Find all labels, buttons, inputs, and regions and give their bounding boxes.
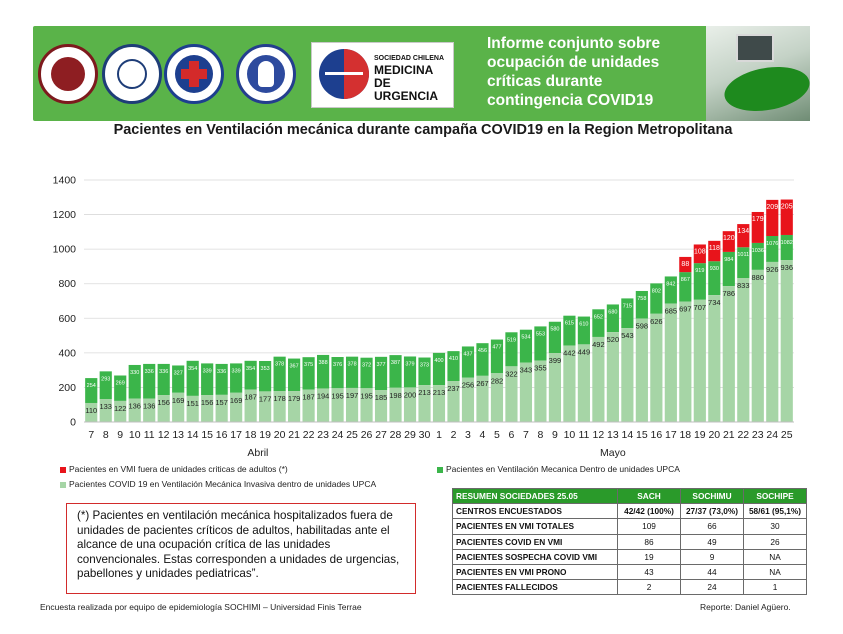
data-label-covid-vmi: 110 [85, 405, 98, 415]
data-label-covid-vmi: 179 [287, 394, 301, 404]
data-label-covid-vmi: 157 [215, 397, 228, 407]
legend-label-light-green: Pacientes COVID 19 en Ventilación Mecánica Invasiva dentro de unidades UPCA [69, 479, 377, 489]
x-tick-label: 9 [551, 429, 558, 441]
data-label-upca-total: 375 [303, 362, 314, 369]
data-label-outside-upca: 108 [693, 248, 706, 256]
bar-covid-vmi [665, 304, 677, 422]
x-tick-label: 21 [722, 429, 735, 441]
data-label-outside-upca: 209 [766, 203, 779, 211]
data-label-covid-vmi: 177 [258, 394, 272, 404]
x-tick-label: 28 [389, 429, 402, 441]
x-tick-label: 13 [607, 429, 619, 441]
bar-covid-vmi [636, 319, 648, 422]
bar-covid-vmi [752, 270, 764, 422]
row-label: PACIENTES EN VMI PRONO [453, 564, 618, 579]
row-label: PACIENTES COVID EN VMI [453, 534, 618, 549]
data-label-upca-total: 477 [492, 344, 502, 351]
x-tick-label: 23 [751, 429, 764, 441]
legend-swatch-dark-green [437, 467, 443, 473]
month-label-may: Mayo [600, 447, 626, 459]
x-tick-label: 14 [186, 429, 199, 441]
table-cell: NA [744, 564, 807, 579]
data-label-outside-upca: 179 [751, 215, 764, 223]
x-tick-label: 16 [650, 429, 663, 441]
x-tick-label: 25 [780, 429, 793, 441]
x-tick-label: 25 [346, 429, 358, 441]
data-label-outside-upca: 120 [722, 235, 735, 243]
table-cell: 30 [744, 519, 807, 534]
table-cell: 26 [744, 534, 807, 549]
data-label-upca-total: 353 [260, 365, 270, 372]
x-tick-label: 24 [331, 429, 344, 441]
data-label-upca-total: 388 [318, 359, 328, 366]
x-tick-label: 17 [230, 429, 242, 441]
data-label-outside-upca: 134 [737, 228, 750, 236]
x-tick-label: 4 [479, 429, 486, 441]
table-cell: 66 [681, 519, 744, 534]
bar-covid-vmi [766, 262, 778, 422]
x-tick-label: 2 [450, 429, 457, 441]
data-label-upca-total: 553 [535, 331, 546, 338]
data-label-upca-total: 580 [550, 326, 560, 333]
x-tick-label: 12 [157, 429, 170, 441]
data-label-covid-vmi: 543 [621, 331, 634, 341]
column-header: SACH [618, 489, 681, 504]
data-label-upca-total: 842 [666, 281, 676, 288]
bar-upca-total [781, 235, 793, 260]
data-label-covid-vmi: 936 [780, 263, 794, 273]
bar-covid-vmi [679, 302, 691, 422]
month-label-april: Abril [247, 447, 269, 459]
table-cell: 24 [681, 580, 744, 595]
data-label-covid-vmi: 786 [722, 289, 736, 299]
table-cell: 1 [744, 580, 807, 595]
data-label-covid-vmi: 200 [403, 390, 417, 400]
data-label-covid-vmi: 136 [128, 401, 141, 411]
bar-covid-vmi [737, 278, 749, 422]
x-tick-label: 7 [523, 429, 529, 441]
legend-label-red: Pacientes en VMI fuera de unidades criticas de adultos (*) [69, 464, 288, 474]
x-tick-label: 10 [563, 429, 576, 441]
data-label-upca-total: 336 [159, 368, 169, 375]
data-label-covid-vmi: 598 [635, 321, 649, 331]
bar-covid-vmi [781, 260, 793, 422]
table-row [453, 564, 807, 579]
x-tick-label: 18 [244, 429, 257, 441]
row-label: PACIENTES SOSPECHA COVID VMI [453, 549, 618, 564]
data-label-covid-vmi: 133 [99, 402, 112, 412]
bar-covid-vmi [650, 314, 662, 422]
summary-table [452, 488, 807, 595]
x-tick-label: 22 [737, 429, 750, 441]
data-label-upca-total: 534 [521, 334, 531, 341]
table-cell: 2 [618, 580, 681, 595]
x-tick-label: 27 [375, 429, 387, 441]
data-label-upca-total: 610 [579, 321, 589, 328]
y-tick-label: 1200 [52, 209, 76, 222]
table-cell: 86 [618, 534, 681, 549]
data-label-covid-vmi: 685 [664, 306, 678, 316]
data-label-covid-vmi: 492 [592, 339, 605, 349]
table-cell: 58/61 (95,1%) [744, 504, 807, 519]
table-cell: 44 [681, 564, 744, 579]
data-label-covid-vmi: 734 [708, 298, 721, 308]
data-label-covid-vmi: 237 [447, 384, 460, 394]
table-cell: 109 [618, 519, 681, 534]
data-label-upca-total: 652 [593, 314, 603, 321]
legend-label-dark-green: Pacientes en Ventilación Mecanica Dentro de unidades UPCA [446, 464, 680, 474]
data-label-covid-vmi: 707 [693, 302, 707, 312]
data-label-upca-total: 984 [724, 256, 734, 263]
data-label-upca-total: 410 [448, 356, 459, 363]
x-tick-label: 22 [302, 429, 315, 441]
bar-covid-vmi [694, 300, 706, 422]
x-tick-label: 11 [578, 429, 590, 441]
y-tick-label: 600 [58, 312, 76, 325]
x-tick-label: 18 [679, 429, 692, 441]
x-tick-label: 29 [404, 429, 416, 441]
data-label-covid-vmi: 194 [316, 391, 330, 401]
x-tick-label: 30 [418, 429, 431, 441]
x-tick-label: 15 [201, 429, 214, 441]
data-label-upca-total: 254 [86, 383, 96, 390]
data-label-upca-total: 715 [622, 303, 632, 310]
data-label-covid-vmi: 343 [519, 365, 533, 375]
data-label-covid-vmi: 178 [273, 394, 286, 404]
data-label-upca-total: 269 [115, 380, 125, 387]
y-tick-label: 0 [70, 416, 76, 429]
data-label-covid-vmi: 151 [186, 398, 199, 408]
footer-author: Reporte: Daniel Agüero. [700, 602, 791, 612]
data-label-upca-total: 354 [246, 365, 256, 372]
data-label-upca-total: 339 [202, 368, 212, 375]
data-label-covid-vmi: 187 [244, 392, 257, 402]
x-tick-label: 19 [693, 429, 706, 441]
x-tick-label: 3 [465, 429, 471, 441]
row-label: CENTROS ENCUESTADOS [453, 504, 618, 519]
data-label-covid-vmi: 697 [679, 304, 692, 314]
x-tick-label: 13 [172, 429, 185, 441]
bar-covid-vmi [592, 337, 604, 422]
urgencia-logo-line1: SOCIEDAD CHILENA [374, 55, 445, 62]
data-label-upca-total: 378 [347, 361, 357, 368]
bar-covid-vmi [708, 295, 720, 422]
data-label-covid-vmi: 197 [345, 390, 359, 400]
legend-item-dark-green [437, 464, 680, 475]
data-label-upca-total: 372 [361, 362, 372, 369]
x-tick-label: 21 [288, 429, 300, 441]
row-label: PACIENTES FALLECIDOS [453, 580, 618, 595]
data-label-upca-total: 367 [289, 363, 299, 370]
table-cell: 19 [618, 549, 681, 564]
column-header: SOCHIMU [681, 489, 744, 504]
table-row [453, 504, 807, 519]
data-label-upca-total: 1082 [780, 239, 793, 246]
x-tick-label: 8 [537, 429, 544, 441]
legend-swatch-light-green [60, 482, 66, 488]
data-label-covid-vmi: 880 [751, 272, 765, 282]
data-label-outside-upca: 88 [681, 260, 690, 268]
data-label-upca-total: 379 [405, 361, 415, 368]
footnote-box: (*) Pacientes en ventilación mecánica hospitalizados fuera de unidades de pacientes críticos de adultos, habilitadas ante el alcance de una ocupación crítica de las unidades convencionales. Estas corresponden a unidades de urgencias, pabellones y unidades pediatricas”. [66, 503, 416, 594]
x-tick-label: 17 [664, 429, 677, 441]
data-label-outside-upca: 205 [780, 203, 793, 211]
data-label-covid-vmi: 322 [505, 369, 518, 379]
urgencia-logo-line2: MEDICINA DE URGENCIA [374, 63, 439, 103]
x-tick-label: 26 [360, 429, 373, 441]
bar-covid-vmi [607, 332, 619, 422]
x-tick-label: 15 [636, 429, 648, 441]
x-tick-label: 1 [436, 429, 442, 441]
x-tick-label: 19 [259, 429, 271, 441]
y-tick-label: 400 [58, 347, 76, 360]
bar-covid-vmi [621, 328, 633, 422]
x-tick-label: 10 [128, 429, 141, 441]
data-label-upca-total: 680 [608, 309, 618, 316]
data-label-upca-total: 867 [680, 277, 690, 284]
data-label-covid-vmi: 213 [418, 388, 431, 398]
data-label-upca-total: 1011 [737, 252, 750, 259]
table-cell: 27/37 (73,0%) [681, 504, 744, 519]
x-tick-label: 9 [117, 429, 124, 441]
data-label-upca-total: 802 [651, 288, 661, 295]
data-label-upca-total: 336 [144, 368, 154, 375]
data-label-upca-total: 378 [275, 361, 285, 368]
data-label-covid-vmi: 355 [534, 363, 547, 373]
table-cell: NA [744, 549, 807, 564]
data-label-covid-vmi: 626 [650, 316, 663, 326]
data-label-upca-total: 387 [390, 360, 401, 367]
x-tick-label: 5 [494, 429, 500, 441]
y-tick-label: 200 [58, 381, 76, 394]
data-label-covid-vmi: 833 [737, 281, 750, 291]
footer-source: Encuesta realizada por equipo de epidemiología SOCHIMI – Universidad Finis Terrae [40, 602, 362, 612]
data-label-covid-vmi: 198 [389, 390, 402, 400]
y-tick-label: 800 [58, 278, 76, 291]
data-label-upca-total: 930 [709, 266, 719, 273]
y-tick-label: 1000 [52, 243, 76, 256]
table-cell: 49 [681, 534, 744, 549]
data-label-upca-total: 758 [637, 295, 647, 302]
summary-table-header [453, 489, 807, 504]
data-label-upca-total: 456 [477, 348, 488, 355]
data-label-covid-vmi: 213 [432, 388, 446, 398]
data-label-covid-vmi: 136 [142, 401, 156, 411]
data-label-upca-total: 919 [695, 268, 705, 275]
data-label-upca-total: 376 [332, 362, 343, 369]
table-cell: 9 [681, 549, 744, 564]
data-label-covid-vmi: 195 [360, 391, 373, 401]
data-label-covid-vmi: 169 [229, 395, 243, 405]
x-tick-label: 16 [215, 429, 228, 441]
x-tick-label: 20 [708, 429, 721, 441]
x-tick-label: 14 [621, 429, 634, 441]
data-label-upca-total: 615 [564, 320, 575, 327]
data-label-upca-total: 1036 [751, 247, 764, 254]
data-label-upca-total: 336 [217, 368, 227, 375]
x-tick-label: 11 [143, 429, 155, 441]
data-label-covid-vmi: 282 [490, 376, 504, 386]
table-row [453, 580, 807, 595]
data-label-covid-vmi: 442 [563, 348, 576, 358]
legend-item-light-green [60, 479, 376, 490]
data-label-upca-total: 377 [376, 361, 386, 368]
data-label-upca-total: 354 [188, 365, 198, 372]
data-label-covid-vmi: 185 [374, 393, 388, 403]
table-row [453, 519, 807, 534]
data-label-upca-total: 327 [173, 370, 183, 377]
x-tick-label: 8 [102, 429, 109, 441]
x-tick-label: 23 [317, 429, 329, 441]
table-row [453, 549, 807, 564]
y-tick-label: 1400 [52, 174, 76, 187]
bar-upca-total [114, 376, 126, 401]
x-tick-label: 20 [273, 429, 286, 441]
data-label-upca-total: 1076 [766, 241, 779, 248]
table-cell: 43 [618, 564, 681, 579]
x-tick-label: 6 [508, 429, 515, 441]
data-label-upca-total: 519 [506, 337, 517, 344]
data-label-covid-vmi: 256 [461, 380, 475, 390]
row-label: PACIENTES EN VMI TOTALES [453, 519, 618, 534]
bar-upca-total [766, 236, 778, 262]
x-tick-label: 24 [766, 429, 779, 441]
table-cell: 42/42 (100%) [618, 504, 681, 519]
chart-title: Pacientes en Ventilación mecánica durante campaña COVID19 en la Region Metropolitana [113, 122, 733, 138]
data-label-outside-upca: 118 [708, 244, 720, 252]
legend-item-red [60, 464, 288, 475]
data-label-upca-total: 330 [130, 369, 140, 376]
data-label-upca-total: 437 [463, 351, 473, 358]
bar-covid-vmi [723, 286, 735, 422]
data-label-covid-vmi: 187 [302, 392, 315, 402]
column-header: SOCHIPE [744, 489, 807, 504]
data-label-upca-total: 400 [434, 357, 444, 364]
bar-upca-total [85, 378, 97, 403]
data-label-covid-vmi: 926 [766, 264, 779, 274]
data-label-covid-vmi: 520 [606, 335, 620, 345]
data-label-upca-total: 373 [419, 362, 430, 369]
x-tick-label: 7 [88, 429, 95, 441]
data-label-covid-vmi: 195 [331, 391, 344, 401]
report-title: Informe conjunto sobre ocupación de unidades críticas durante contingencia COVID19 [487, 35, 661, 109]
x-tick-label: 12 [592, 429, 605, 441]
data-label-covid-vmi: 156 [157, 398, 170, 408]
data-label-upca-total: 293 [101, 376, 111, 383]
data-label-covid-vmi: 169 [171, 395, 185, 405]
data-label-upca-total: 339 [231, 368, 241, 375]
data-label-covid-vmi: 449 [577, 347, 591, 357]
table-row [453, 534, 807, 549]
data-label-covid-vmi: 267 [476, 378, 489, 388]
data-label-covid-vmi: 156 [200, 398, 214, 408]
data-label-covid-vmi: 122 [113, 403, 127, 413]
legend-swatch-red [60, 467, 66, 473]
data-label-covid-vmi: 399 [548, 356, 562, 366]
summary-table-title: RESUMEN SOCIEDADES 25.05 [453, 489, 618, 504]
